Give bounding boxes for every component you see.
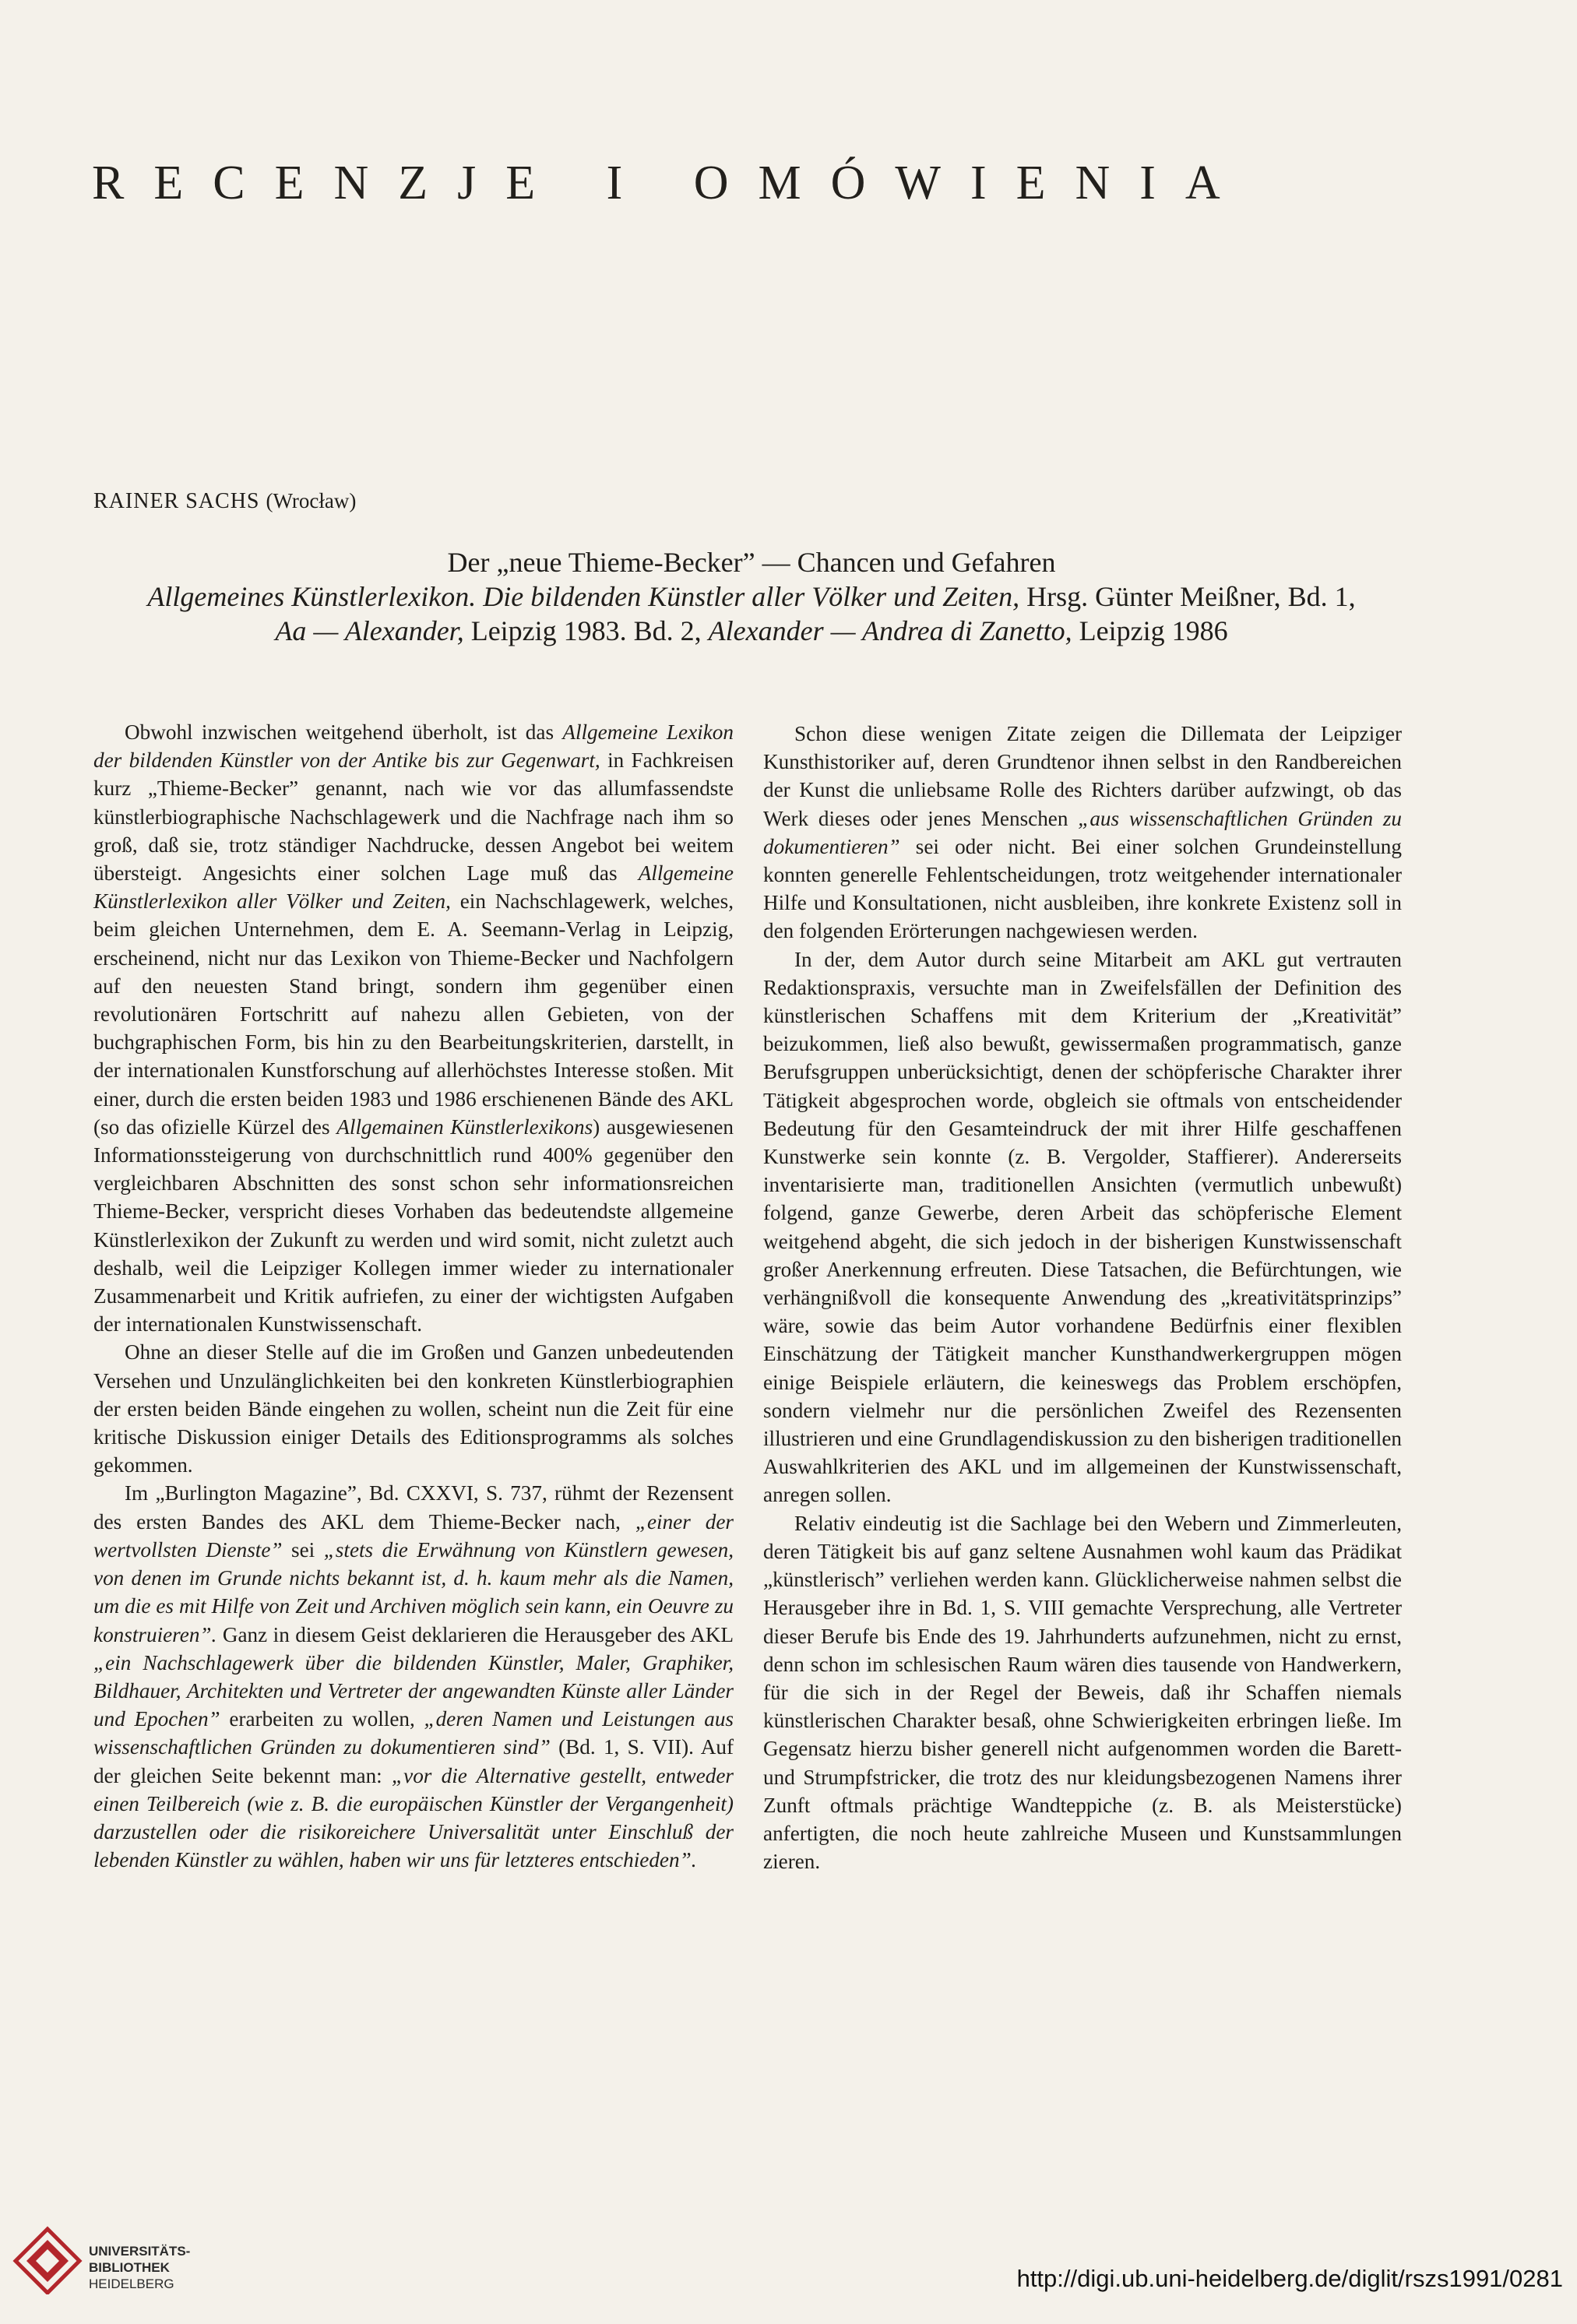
author-name: RAINER SACHS [93, 489, 260, 513]
italic-run: Allgemeine Lexikon der bildenden Künstler von der Antike bis zur Gegenwart, [93, 720, 734, 773]
italic-run: „ein Nachschlagewerk über die bildenden Künstler, Maler, Graphiker, Bildhauer, Architekten und Vertreter der angewandten Künste aller Länder und Epochen” [93, 1650, 734, 1731]
bleed-through-text [802, 93, 807, 114]
italic-run: „einer der wertvollsten Dienste” [93, 1509, 734, 1562]
text-run: Schon diese wenigen Zitate zeigen die Dillemata der Leipziger Kunsthistoriker auf, deren Grundtenor ihnen selbst in den Randbereichen der Kunst die unliebsame Rolle des Richters darüber aufzwingt, ob das Werk dieses oder jenes Menschen [763, 722, 1402, 830]
book-title: Allgemeines Künstlerlexikon. Die bildenden Künstler aller Völker und Zeiten, [147, 581, 1020, 612]
volume-2-range: Alexander — Andrea di Zanetto, [708, 615, 1072, 646]
library-name-line: HEIDELBERG [89, 2276, 174, 2291]
author-place: (Wrocław) [266, 489, 357, 512]
review-title-line-1: Der „neue Thieme-Becker” — Chancen und Gefahren [447, 547, 1056, 578]
italic-run: „aus wissenschaftlichen Gründen zu dokumentieren” [763, 806, 1402, 858]
library-name-line: UNIVERSITÄTS- [89, 2244, 191, 2259]
text-run: (Bd. 1, S. VII). Auf der gleichen Seite bekennt man: [93, 1735, 734, 1787]
library-name [89, 2243, 190, 2292]
book-editor: Hrsg. Günter Meißner, Bd. 1, [1019, 581, 1356, 612]
review-title [93, 545, 1410, 648]
left-column [93, 718, 734, 1874]
text-run: sei oder nicht. Bei einer solchen Grundeinstellung konnten generelle Fehlentscheidungen, trotz weitgehender internationaler Hilfe und Konsultationen, nicht ausbleiben, ihre konkrete Existenz soll in den folgenden Erörterungen nachgewiesen werden. [763, 834, 1402, 943]
italic-run: Allgemainen Künstlerlexikons [336, 1114, 593, 1139]
italic-run: „stets die Erwähnung von Künstlern gewesen, von denen im Grunde nichts bekannt ist, d. h. kaum mehr als die Namen, um die es mit Hilfe von Zeit und Archiven möglich sein kann, ein Oeuvre zu konstruieren”. [93, 1537, 734, 1646]
paragraph [93, 1479, 734, 1874]
text-run: Obwohl inzwischen weitgehend überholt, ist das [125, 720, 563, 744]
italic-run: „deren Namen und Leistungen aus wissenschaftlichen Gründen zu dokumentieren sind” [93, 1707, 734, 1759]
text-run: Im „Burlington Magazine”, Bd. CXXVI, S. 737, rühmt der Rezensent des ersten Bandes des AKL dem Thieme-Becker nach, [93, 1481, 734, 1533]
text-run: in Fachkreisen kurz „Thieme-Becker” genannt, nach wie vor das allumfassendste künstlerbiographische Nachschlagewerk und die Nachfrage nach ihm so groß, daß sie, trotz ständiger Nachdrucke, dessen Angebot bei weitem übersteigt. Angesichts einer solchen Lage muß das [93, 748, 734, 886]
volume-1-range: Aa — Alexander, [275, 615, 464, 646]
text-run: Ganz in diesem Geist deklarieren die Herausgeber des AKL [216, 1622, 734, 1646]
heidelberg-library-logo-icon [12, 2226, 83, 2294]
text-run: erarbeiten zu wollen, [220, 1707, 424, 1731]
source-url-link[interactable]: http://digi.ub.uni-heidelberg.de/diglit/rszs1991/0281 [1016, 2265, 1563, 2292]
review-title-line-3 [93, 614, 1410, 648]
italic-run: „vor die Alternative gestellt, entweder einen Teilbereich (wie z. B. die europäischen Künstler der Vergangenheit) darzustellen oder die risikoreichere Universalität unter Einschluß der lebenden Künstler zu wählen, haben wir uns für letzteres entschieden”. [93, 1763, 734, 1872]
page-title: RECENZJE I OMÓWIENIA [92, 157, 1250, 210]
paragraph: Relativ eindeutig ist die Sachlage bei den Webern und Zimmerleuten, deren Tätigkeit bis auf ganz seltene Ausnahmen wohl kaum das Prädikat „künstlerisch” verliehen werden kann. Glücklicherweise nahmen selbst die Herausgeber ihre in Bd. 1, S. VIII gemachte Versprechung, alle Vertreter dieser Berufe bis Ende des 19. Jahrhunderts aufzunehmen, nicht zu ernst, denn schon im schlesischen Raum wären dies tausende von Handwerkern, für die sich in der Regel der Beweis, daß ihr Schaffen niemals künstlerischen Charakter besaß, ohne Schwierigkeiten erbringen ließe. Im Gegensatz hierzu bisher generell nicht aufgenommen worden die Barett- und Strumpfstricker, die trotz des nur kleidungsbezogenen Namens ihrer Zunft oftmals prächtige Wandteppiche (z. B. als Meisterstücke) anfertigten, die noch heute zahlreiche Museen und Kunstsammlungen zieren. [763, 1511, 1402, 1874]
paragraph: Ohne an dieser Stelle auf die im Großen und Ganzen unbedeutenden Versehen und Unzulänglichkeiten bei den konkreten Künstlerbiographien der ersten beiden Bände eingehen zu wollen, scheint nun die Zeit für eine kritische Diskussion einiger Details des Editionsprogramms als solches gekommen. [93, 1340, 734, 1477]
volume-2-info: Leipzig 1986 [1072, 615, 1228, 646]
volume-1-info: Leipzig 1983. Bd. 2, [463, 615, 709, 646]
paragraph [763, 720, 1402, 945]
italic-run: Allgemeine Künstlerlexikon aller Völker und Zeiten, [93, 861, 734, 914]
right-column [763, 720, 1402, 1875]
review-title-line-2 [93, 579, 1410, 614]
author-line [93, 489, 356, 514]
text-run: ) ausgewiesenen Informationssteigerung von durchschnittlich rund 400% gegenüber den vergleichbaren Abschnitten des sonst schon sehr informationsreichen Thieme-Becker, verspricht dieses Vorhaben das bedeutendste allgemeine Künstlerlexikon der Zukunft zu werden und wird somit, nicht zuletzt auch deshalb, weil die Leipziger Kollegen immer wieder zu internationaler Zusammenarbeit und Kritik aufriefen, zu einer der wichtigsten Aufgaben der internationalen Kunstwissenschaft. [93, 1114, 734, 1336]
paragraph: In der, dem Autor durch seine Mitarbeit am AKL gut vertrauten Redaktionspraxis, versuchte man in Zweifelsfällen der Definition des künstlerischen Schaffens mit dem Kriterium der „Kreativität” beizukommen, ließ also bewußt, gewissermaßen programmatisch, ganze Berufsgruppen unberücksichtigt, denen der schöpferische Charakter ihrer Tätigkeit abgesprochen worde, obgleich sie oftmals von entscheidender Bedeutung für den Gesamteindruck der mit ihrer Hilfe geschaffenen Kunstwerke sein konnte (z. B. Vergolder, Staffierer). Andererseits inventarisierte man, traditionellen Ansichten (vermutlich unbewußt) folgend, ganze Gewerbe, deren Arbeit das schöpferische Element weitgehend abgeht, die sich jedoch in der bisherigen Kunstwissenschaft großer Anerkennung erfreuten. Diese Tatsachen, die Befürchtungen, wie verhängnißvoll die konsequente Anwendung des „kreativitätsprinzips” wäre, sowie das beim Autor vorhandene Bedürfnis einer flexiblen Einschätzung der Tätigkeit mancher Kunsthandwerkergruppen mögen einige Beispiele erläutern, die keineswegs das Problem erschöpfen, sondern vielmehr nur die persönlichen Zweifel des Rezensenten illustrieren und eine Grundlagendiskussion zu den bisherigen traditionellen Auswahlkriterien des AKL und im allgemeinen der Kunstwissenschaft, anregen sollen. [763, 947, 1402, 1507]
library-name-line: BIBLIOTHEK [89, 2260, 170, 2275]
text-run: sei [282, 1537, 324, 1562]
paragraph [93, 718, 734, 1338]
text-run: ein Nachschlagewerk, welches, beim gleichen Unternehmen, dem E. A. Seemann-Verlag in Leipzig, erscheinend, nicht nur das Lexikon von Thieme-Becker und Nachfolgern auf den neuesten Stand bringt, sondern ihm gegenüber einen revolutionären Fortschritt auf nahezu allen Gebieten, von der buchgraphischen Form, bis hin zu den Bearbeitungskriterien, darstellt, in der internationalen Kunstforschung auf allerhöchstes Interesse stoßen. Mit einer, durch die ersten beiden 1983 und 1986 erschienenen Bände des AKL (so das ofizielle Kürzel des [93, 889, 734, 1139]
